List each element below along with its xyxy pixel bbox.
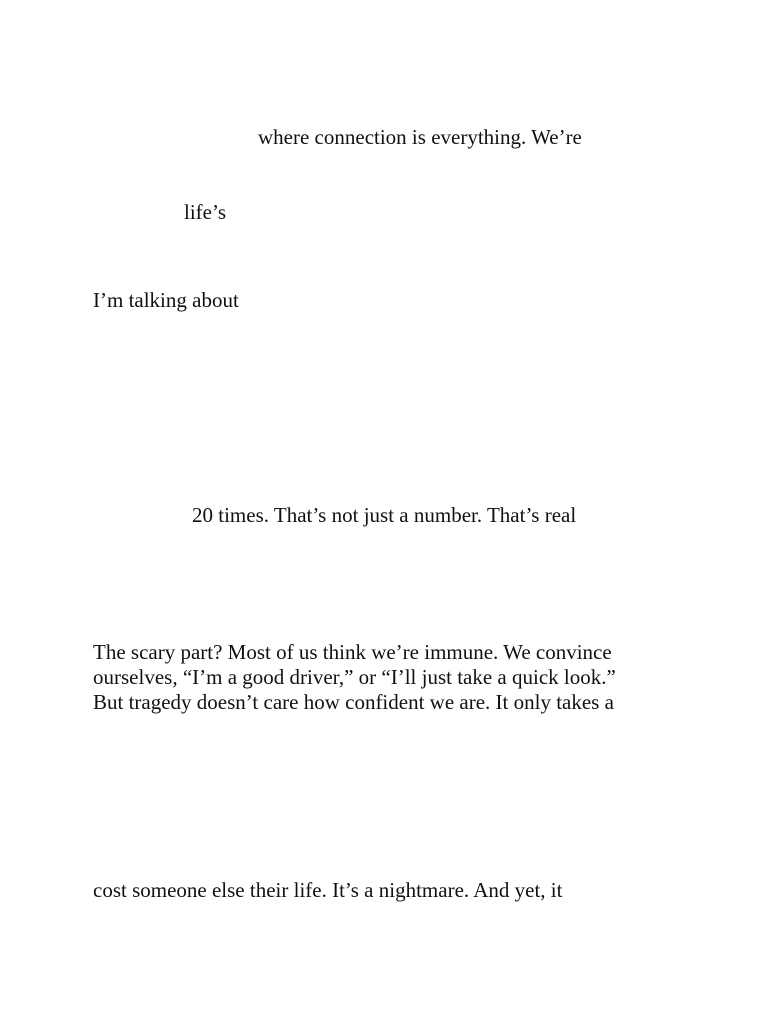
text-line-good-driver: ourselves, “I’m a good driver,” or “I’ll just take a quick look.” — [93, 665, 616, 689]
text-line-scary-part: The scary part? Most of us think we’re immune. We convince — [93, 640, 612, 664]
text-line-talking-about: I’m talking about — [93, 288, 239, 312]
text-line-tragedy: But tragedy doesn’t care how confident we are. It only takes a — [93, 690, 614, 714]
text-line-lifes: life’s — [184, 200, 226, 224]
text-line-20-times: 20 times. That’s not just a number. That’s real — [192, 503, 577, 527]
text-line-connection: where connection is everything. We’re — [258, 125, 582, 149]
text-line-nightmare: cost someone else their life. It’s a nightmare. And yet, it — [93, 878, 563, 902]
